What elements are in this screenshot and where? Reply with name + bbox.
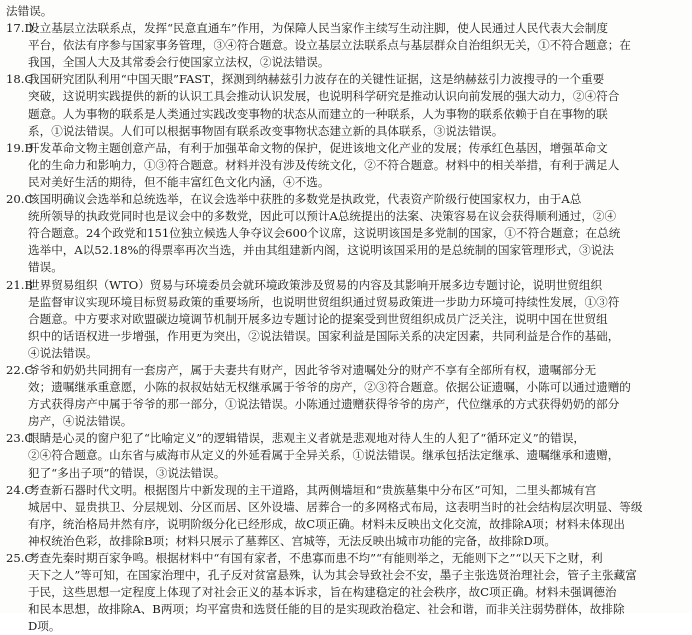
explanation-text: 题意。人为事物的联系是人类通过实践改变事物的状态从而建立的一种联系，人为事物的联系依赖于自在事物的联 [28, 106, 608, 121]
explanation-text: 方式获得房产中属于爷爷的那一部分，①说法错误。小陈通过遗赠获得爷爷的房产，代位继承的方式获得奶奶的部分 [28, 397, 620, 412]
question-explanation-first-line [6, 277, 686, 294]
explanation-text: 于民，这些思想一定程度上体现了对社会正义的基本诉求，旨在构建稳定的社会秩序，故C项正确。材料未强调德治 [28, 585, 617, 600]
explanation-text-line [6, 601, 686, 618]
question-explanation-first-line [6, 20, 686, 37]
explanation-text: 爷爷和奶奶共同拥有一套房产，属于夫妻共有财产，因此爷爷对遗嘱处分的财产不享有全部所有权，遗嘱部分无 [28, 362, 597, 377]
explanation-text-line [6, 533, 686, 550]
explanation-text-line [6, 3, 686, 20]
explanation-text: 民对美好生活的期待，但不能丰富红色文化内涵，④不选。 [28, 174, 330, 189]
explanation-text-line [6, 123, 686, 140]
explanation-text: 统所领导的执政党同时也是议会中的多数党，因此可以预计A总统提出的法案、决策容易在议会获得顺利通过，②④ [28, 209, 617, 224]
explanation-text: 合题意。中方要求对欧盟碳边境调节机制开展多边专题讨论的提案受到世贸组织成员广泛关注，说明中国在世贸组 [28, 311, 608, 326]
explanation-text: 设立基层立法联系点，发挥“民意直通车”作用，为保障人民当家作主续写生动注脚，使人民通过人民代表大会制度 [28, 21, 608, 36]
explanation-text-line [6, 345, 686, 362]
explanation-text-line [6, 54, 686, 71]
explanation-text: 法错误。 [6, 4, 53, 18]
question-explanation-first-line [6, 362, 686, 379]
explanation-text: ②④符合题意。山东省与威海市从定义的外延看属于全异关系，①说法错误。继承包括法定继承、遗嘱继承和遗赠， [28, 448, 620, 463]
explanation-text: 是监督审议实现环境目标贸易政策的重要场所，也说明世贸组织通过贸易政策进一步助力环境可持续性发展，①③符 [28, 294, 620, 309]
explanation-text: 系，①说法错误。人们可以根据事物固有联系改变事物状态建立新的具体联系，③说法错误。 [28, 123, 504, 138]
explanation-text-line [6, 88, 686, 105]
explanation-text-line [6, 396, 686, 413]
explanation-text-line [6, 447, 686, 464]
explanation-text: 犯了“多出子项”的错误，③说法错误。 [28, 465, 226, 480]
explanation-text: 有序，统治格局井然有序，说明阶级分化已经形成，故C项正确。材料未反映出文化交流，故排除A项；材料未体现出 [28, 516, 625, 531]
question-explanation-first-line [6, 140, 686, 157]
explanation-text: 和民本思想，故排除A、B两项；均平富贵和选贤任能的目的是实现政治稳定、社会和谐，而非关注弱势群体，故排除 [28, 602, 625, 617]
explanation-text-line [6, 106, 686, 123]
explanation-text: 房产，④说法错误。 [28, 414, 133, 429]
explanation-text: 考查先秦时期百家争鸣。根据材料中“有国有家者，不患寡而患不均”“有能则举之，无能则下之”“以天下之财，利 [28, 551, 603, 565]
explanation-text: 神权统治色彩，故排除B项；材料只展示了墓葬区、宫城等，无法反映出城市功能的完备，故排除D项。 [28, 533, 556, 548]
explanation-text: 符合题意。24个政党和151位独立候选人争夺议会600个议席，这说明该国是多党制的国家，①不符合题意；在总统 [28, 226, 621, 241]
explanation-text: 世界贸易组织（WTO）贸易与环境委员会就环境政策涉及贸易的内容及其影响开展多边专题讨论，说明世贸组织 [28, 277, 603, 292]
question-number: 21.B [6, 277, 33, 292]
explanation-text-line [6, 208, 686, 225]
question-number: 20.C [6, 192, 34, 207]
question-number: 23.C [6, 431, 34, 446]
explanation-text: 平台，依法有序参与国家事务管理，③④符合题意。设立基层立法联系点与基层群众自治组织无关，①不符合题意；在 [28, 38, 631, 53]
explanation-text-line [6, 242, 686, 259]
question-number: 24.C [6, 482, 34, 497]
explanation-text: 效；遗嘱继承重意愿，小陈的叔叔姑姑无权继承属于爷爷的房产，②③符合题意。依据公证遗嘱，小陈可以通过遗赠的 [28, 380, 631, 395]
explanation-text-line [6, 328, 686, 345]
explanation-text-line [6, 174, 686, 191]
explanation-text-line [6, 618, 686, 635]
explanation-text: 城居中、显贵拱卫、分层规划、分区而居、区外设墙、居葬合一的多网格式布局，这表明当时的社会结构层次明显、等级 [28, 499, 643, 514]
explanation-text-line [6, 567, 686, 584]
question-explanation-first-line [6, 191, 686, 208]
explanation-text: 织中的话语权进一步增强，作用更为突出，②说法错误。国家利益是国际关系的决定因素，共同利益是合作的基础， [28, 328, 620, 343]
explanation-text: 选举中，A以52.18%的得票率再次当选，并由其组建新内阁，这说明该国采用的是总统制的国家管理形式，③说法 [28, 243, 614, 258]
explanation-text: 化的生命力和影响力，①③符合题意。材料并没有涉及传统文化，②不符合题意。材料中的相关举措，有利于满足人 [28, 157, 620, 172]
explanation-text: 天下之人”等可知，在国家治理中，孔子反对贫富悬殊，认为其会导致社会不安，墨子主张选贤治理社会，管子主张藏富 [28, 568, 637, 583]
explanation-text-line [6, 379, 686, 396]
explanation-text-line [6, 294, 686, 311]
question-explanation-first-line [6, 482, 686, 499]
explanation-text-line [6, 584, 686, 601]
explanation-text-line [6, 413, 686, 430]
question-explanation-first-line [6, 550, 686, 567]
explanation-text-line [6, 516, 686, 533]
explanation-text-line [6, 499, 686, 516]
question-number: 17.D [6, 21, 34, 36]
explanation-text-line [6, 259, 686, 276]
explanation-text: 突破，这说明实践提供的新的认识工具会推动认识发展，也说明科学研究是推动认识向前发展的强大动力，②④符合 [28, 89, 620, 104]
explanation-text-line [6, 311, 686, 328]
explanation-text: 该国明确议会选举和总统选举，在议会选举中获胜的多数党是执政党，代表资产阶级行使国家权力，由于A总 [28, 192, 582, 207]
explanation-text: 我国研究团队利用“中国天眼”FAST，探测到纳赫兹引力波存在的关键性证据，这是纳赫兹引力波搜寻的一个重要 [28, 72, 605, 87]
question-explanation-first-line [6, 71, 686, 88]
explanation-text-line [6, 157, 686, 174]
question-number: 19.B [6, 140, 33, 155]
explanation-text: 错误。 [28, 260, 63, 275]
question-number: 25.C [6, 551, 34, 565]
explanation-text: ④说法错误。 [28, 345, 98, 360]
explanation-text: 考查新石器时代文明。根据图片中新发现的主干道路，其两侧墙垣和“贵族墓集中分布区”可知，二里头都城有宫 [28, 482, 597, 497]
question-number: 22.C [6, 362, 34, 377]
explanation-text: 眼睛是心灵的窗户犯了“比喻定义”的逻辑错误，悲观主义者就是悲观地对待人生的人犯了“循环定义”的错误， [28, 431, 586, 446]
question-number: 18.C [6, 72, 34, 87]
question-explanation-first-line [6, 430, 686, 447]
explanation-text: D项。 [28, 619, 61, 634]
explanation-text-line [6, 465, 686, 482]
explanation-text: 开发革命文物主题创意产品，有利于加强革命文物的保护，促进该地文化产业的发展；传承红色基因，增强革命文 [28, 140, 608, 155]
explanation-text-line [6, 225, 686, 242]
explanation-text-line [6, 37, 686, 54]
explanation-text: 我国，全国人大及其常委会行使国家立法权，②说法错误。 [28, 55, 330, 70]
